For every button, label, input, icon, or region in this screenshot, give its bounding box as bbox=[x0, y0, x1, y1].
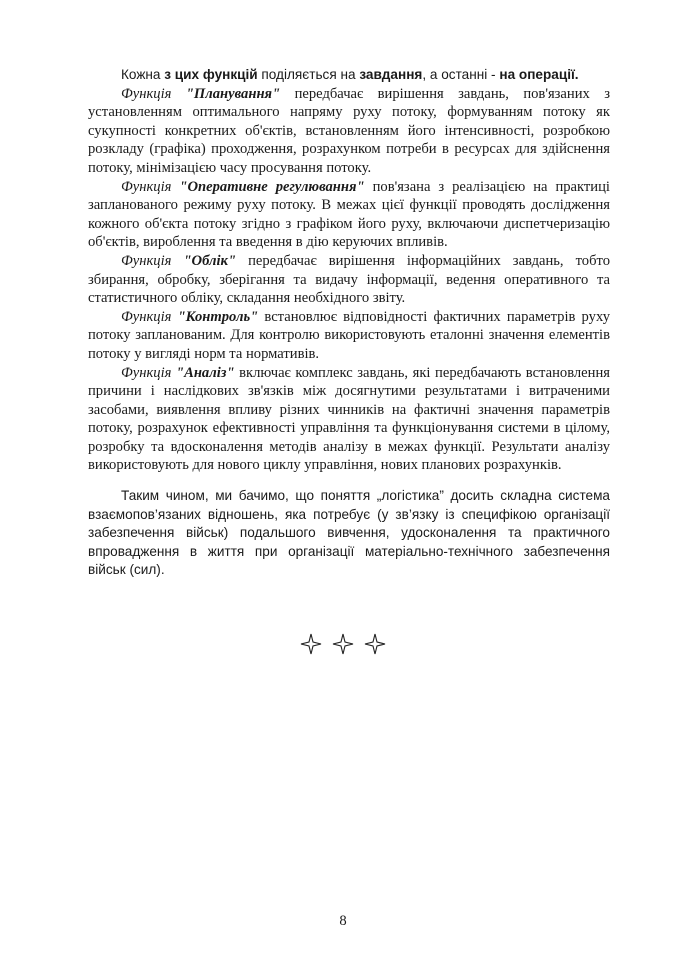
four-point-star-icon bbox=[332, 633, 354, 655]
regulation-lead: Функція bbox=[121, 178, 180, 195]
document-body bbox=[88, 66, 610, 580]
analysis-text: включає комплекс завдань, які передбачають встановлення причини і наслідкових зв'язків між досягнутими результатами і витраченими засобами, виявлення впливу різних чинників на фактичні значення параметрів потоку, розрахунок ефективності управління та функціонування системи в цілому, розробку та вдосконалення методів аналізу в межах функції. Результати аналізу використовують для нового циклу управління, нових планових розрахунків. bbox=[88, 364, 610, 474]
control-name: "Контроль" bbox=[177, 308, 259, 325]
four-point-star-icon bbox=[364, 633, 386, 655]
planning-name: "Планування" bbox=[185, 85, 281, 102]
planning-lead: Функція bbox=[121, 85, 186, 102]
accounting-lead: Функція bbox=[121, 252, 184, 269]
section-ornament bbox=[0, 633, 686, 660]
paragraph-regulation bbox=[88, 178, 610, 252]
page-number: 8 bbox=[339, 913, 347, 929]
paragraph-analysis bbox=[88, 364, 610, 476]
paragraph-planning bbox=[88, 85, 610, 178]
paragraph-control bbox=[88, 308, 610, 364]
regulation-name: "Оперативне регулювання" bbox=[179, 178, 365, 195]
accounting-name: "Облік" bbox=[183, 252, 237, 269]
paragraph-intro bbox=[88, 66, 610, 85]
intro-text-2: поділяється на bbox=[257, 67, 360, 82]
accounting-text: передбачає вирішення інформаційних завдань, тобто збирання, обробку, зберігання та видачу інформації, ведення оперативного та статистичного обліку, складання необхідного звіту. bbox=[88, 252, 610, 307]
intro-bold-operations: на операції. bbox=[499, 67, 579, 82]
planning-text: передбачає вирішення завдань, пов'язаних з установленням оптимального напряму руху потоку, формуванням потоку як сукупності конкретних об'єктів, встановленням його інтенсивності, розробкою розкладу (графіка) проходження, розрахунком потреби в ресурсах для здійснення потоку, мінімізацією часу просування потоку. bbox=[88, 85, 610, 176]
paragraph-accounting bbox=[88, 252, 610, 308]
analysis-lead: Функція bbox=[121, 364, 176, 381]
analysis-name: "Аналіз" bbox=[175, 364, 235, 381]
paragraph-conclusion: Таким чином, ми бачимо, що поняття „логістика” досить складна система взаємопов’язаних відношень, яка потребує (у зв’язку із специфікою організації забезпечення військ) подальшого вивчення, удосконалення та практичного впровадження в життя при організації матеріально-технічного забезпечення військ (сил). bbox=[88, 488, 610, 578]
control-text: встановлює відповідності фактичних параметрів руху потоку запланованим. Для контролю використовують еталонні значення елементів потоку у вигляді норм та нормативів. bbox=[88, 308, 610, 362]
intro-text-1: Кожна bbox=[121, 67, 165, 82]
intro-text-3: , а останні - bbox=[422, 67, 500, 82]
four-point-star-icon bbox=[300, 633, 322, 655]
control-lead: Функція bbox=[121, 308, 178, 325]
regulation-text: пов'язана з реалізацією на практиці запланованого режиму руху потоку. В межах цієї функції проводять дослідження кожного об'єкта потоку згідно з графіком його руху, включаючи диспетчеризацію об'єктів, вироблення та введення в дію керуючих впливів. bbox=[88, 178, 610, 251]
intro-bold-tasks: завдання bbox=[359, 67, 423, 82]
intro-bold-functions: з цих функцій bbox=[164, 67, 258, 82]
